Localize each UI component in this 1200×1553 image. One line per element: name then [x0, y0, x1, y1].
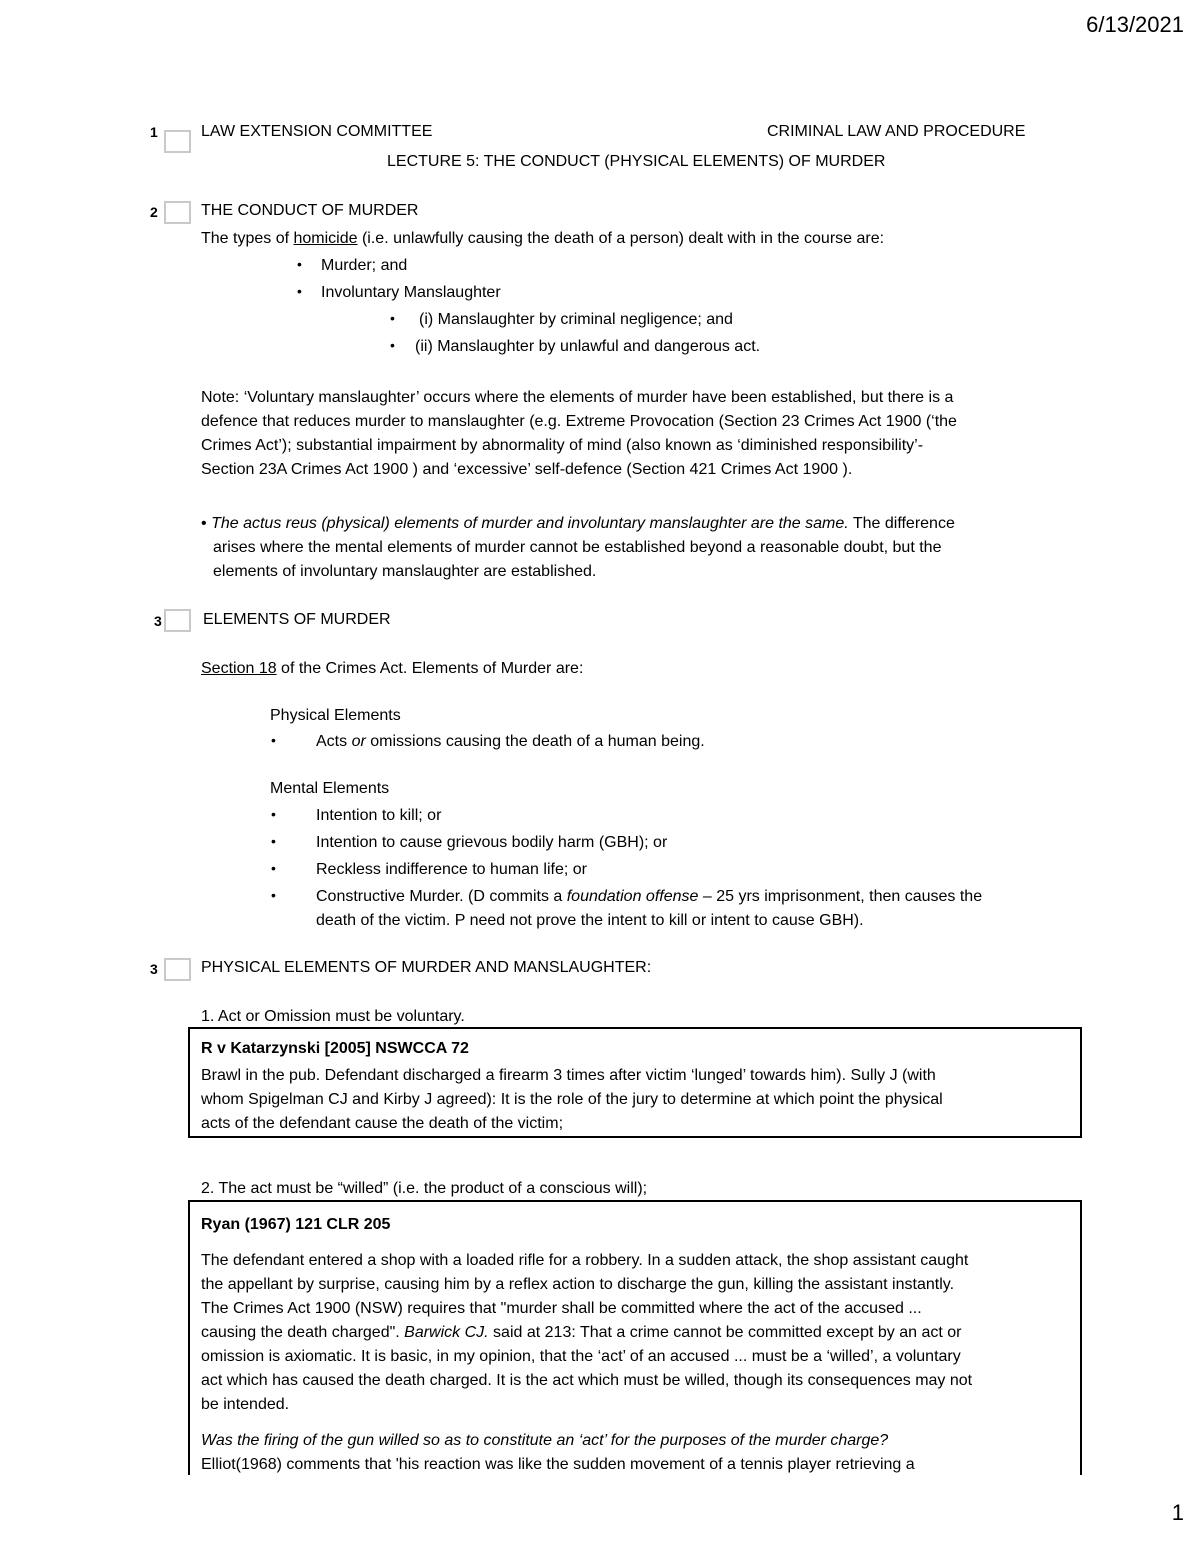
slide-number: 3	[154, 613, 162, 629]
note-line: Section 23A Crimes Act 1900 ) and ‘excessive’ self-defence (Section 421 Crimes Act 1900 ).	[201, 461, 853, 478]
bullet-icon: •	[390, 337, 395, 353]
mental-elements-heading: Mental Elements	[270, 780, 390, 797]
committee-title: LAW EXTENSION COMMITTEE	[201, 123, 433, 140]
case-text-line: causing the death charged". Barwick CJ. said at 213: That a crime cannot be committed except by an act or	[201, 1324, 962, 1341]
bullet-icon: •	[297, 283, 302, 299]
page-number: 1	[1171, 1500, 1184, 1525]
note-line: defence that reduces murder to manslaughter (e.g. Extreme Provocation (Section 23 Crimes Act 1900 (‘the	[201, 413, 957, 430]
note-line: Note: ‘Voluntary manslaughter’ occurs where the elements of murder have been established, but there is a	[201, 389, 954, 406]
bullet-icon: •	[390, 310, 395, 326]
physical-elements-heading: Physical Elements	[270, 707, 401, 724]
print-date: 6/13/2021	[1086, 12, 1184, 37]
slide-thumbnail-box[interactable]	[164, 609, 191, 632]
list-item-continuation: death of the victim. P need not prove the intent to kill or intent to cause GBH).	[316, 912, 864, 929]
note-line: Crimes Act’); substantial impairment by abnormality of mind (also known as ‘diminished responsibility’-	[201, 437, 924, 454]
case-text-line: Elliot(1968) comments that 'his reaction was like the sudden movement of a tennis player retrieving a	[201, 1456, 915, 1473]
case-title: Ryan (1967) 121 CLR 205	[201, 1216, 391, 1233]
bullet-icon: •	[271, 887, 276, 903]
slide-thumbnail-box[interactable]	[164, 130, 191, 153]
case-text-line: be intended.	[201, 1396, 290, 1413]
section-heading: THE CONDUCT OF MURDER	[201, 202, 419, 219]
list-item: Acts or omissions causing the death of a human being.	[316, 733, 705, 750]
case-text-line: acts of the defendant cause the death of the victim;	[201, 1115, 564, 1132]
slide-number: 3	[150, 961, 158, 977]
list-item: Involuntary Manslaughter	[321, 284, 501, 301]
list-item: Reckless indifference to human life; or	[316, 861, 587, 878]
bullet-icon: •	[271, 806, 276, 822]
point-heading: 1. Act or Omission must be voluntary.	[201, 1008, 465, 1025]
list-item: Murder; and	[321, 257, 408, 274]
slide-thumbnail-box[interactable]	[164, 201, 191, 224]
section-heading: PHYSICAL ELEMENTS OF MURDER AND MANSLAUGHTER:	[201, 959, 652, 976]
bullet-icon: •	[201, 515, 207, 532]
bullet-icon: •	[271, 732, 276, 748]
case-text-line: omission is axiomatic. It is basic, in my opinion, that the ‘act’ of an accused ... must be a ‘willed’, a voluntary	[201, 1348, 961, 1365]
slide-thumbnail-box[interactable]	[164, 958, 191, 981]
sub-list-item: (ii) Manslaughter by unlawful and dangerous act.	[415, 338, 761, 355]
case-question: Was the firing of the gun willed so as to constitute an ‘act’ for the purposes of the murder charge?	[201, 1432, 889, 1449]
section-reference: Section 18 of the Crimes Act. Elements of Murder are:	[201, 660, 584, 677]
case-text-line: act which has caused the death charged. It is the act which must be willed, though its consequences may not	[201, 1372, 973, 1389]
case-text-line: the appellant by surprise, causing him by a reflex action to discharge the gun, killing the assistant instantly.	[201, 1276, 955, 1293]
course-title: CRIMINAL LAW AND PROCEDURE	[767, 123, 1026, 140]
case-text-line: whom Spigelman CJ and Kirby J agreed): It is the role of the jury to determine at which point the physical	[201, 1091, 943, 1108]
slide-number: 2	[150, 204, 158, 220]
case-text-line: Brawl in the pub. Defendant discharged a firearm 3 times after victim ‘lunged’ towards him). Sully J (with	[201, 1067, 936, 1084]
case-text-line: The Crimes Act 1900 (NSW) requires that "murder shall be committed where the act of the accused ...	[201, 1300, 922, 1317]
sub-list-item: (i) Manslaughter by criminal negligence; and	[419, 311, 733, 328]
section-18-link: Section 18	[201, 660, 277, 677]
list-item: Intention to kill; or	[316, 807, 442, 824]
section-heading: ELEMENTS OF MURDER	[203, 611, 391, 628]
bullet-icon: •	[271, 860, 276, 876]
bullet-paragraph-line: elements of involuntary manslaughter are established.	[213, 563, 597, 580]
intro-paragraph: The types of homicide (i.e. unlawfully causing the death of a person) dealt with in the course are:	[201, 230, 885, 247]
point-heading: 2. The act must be “willed” (i.e. the product of a conscious will);	[201, 1180, 648, 1197]
bullet-paragraph: • The actus reus (physical) elements of murder and involuntary manslaughter are the same. The difference	[201, 515, 955, 532]
case-text-line: The defendant entered a shop with a loaded rifle for a robbery. In a sudden attack, the shop assistant caught	[201, 1252, 969, 1269]
bullet-icon: •	[271, 833, 276, 849]
homicide-term: homicide	[293, 230, 358, 247]
bullet-icon: •	[297, 256, 302, 272]
bullet-paragraph-line: arises where the mental elements of murder cannot be established beyond a reasonable doubt, but the	[213, 539, 942, 556]
case-title: R v Katarzynski [2005] NSWCCA 72	[201, 1040, 469, 1057]
lecture-title: LECTURE 5: THE CONDUCT (PHYSICAL ELEMENTS) OF MURDER	[387, 153, 886, 170]
list-item: Constructive Murder. (D commits a foundation offense – 25 yrs imprisonment, then causes the	[316, 888, 983, 905]
list-item: Intention to cause grievous bodily harm (GBH); or	[316, 834, 668, 851]
slide-number: 1	[150, 124, 158, 140]
